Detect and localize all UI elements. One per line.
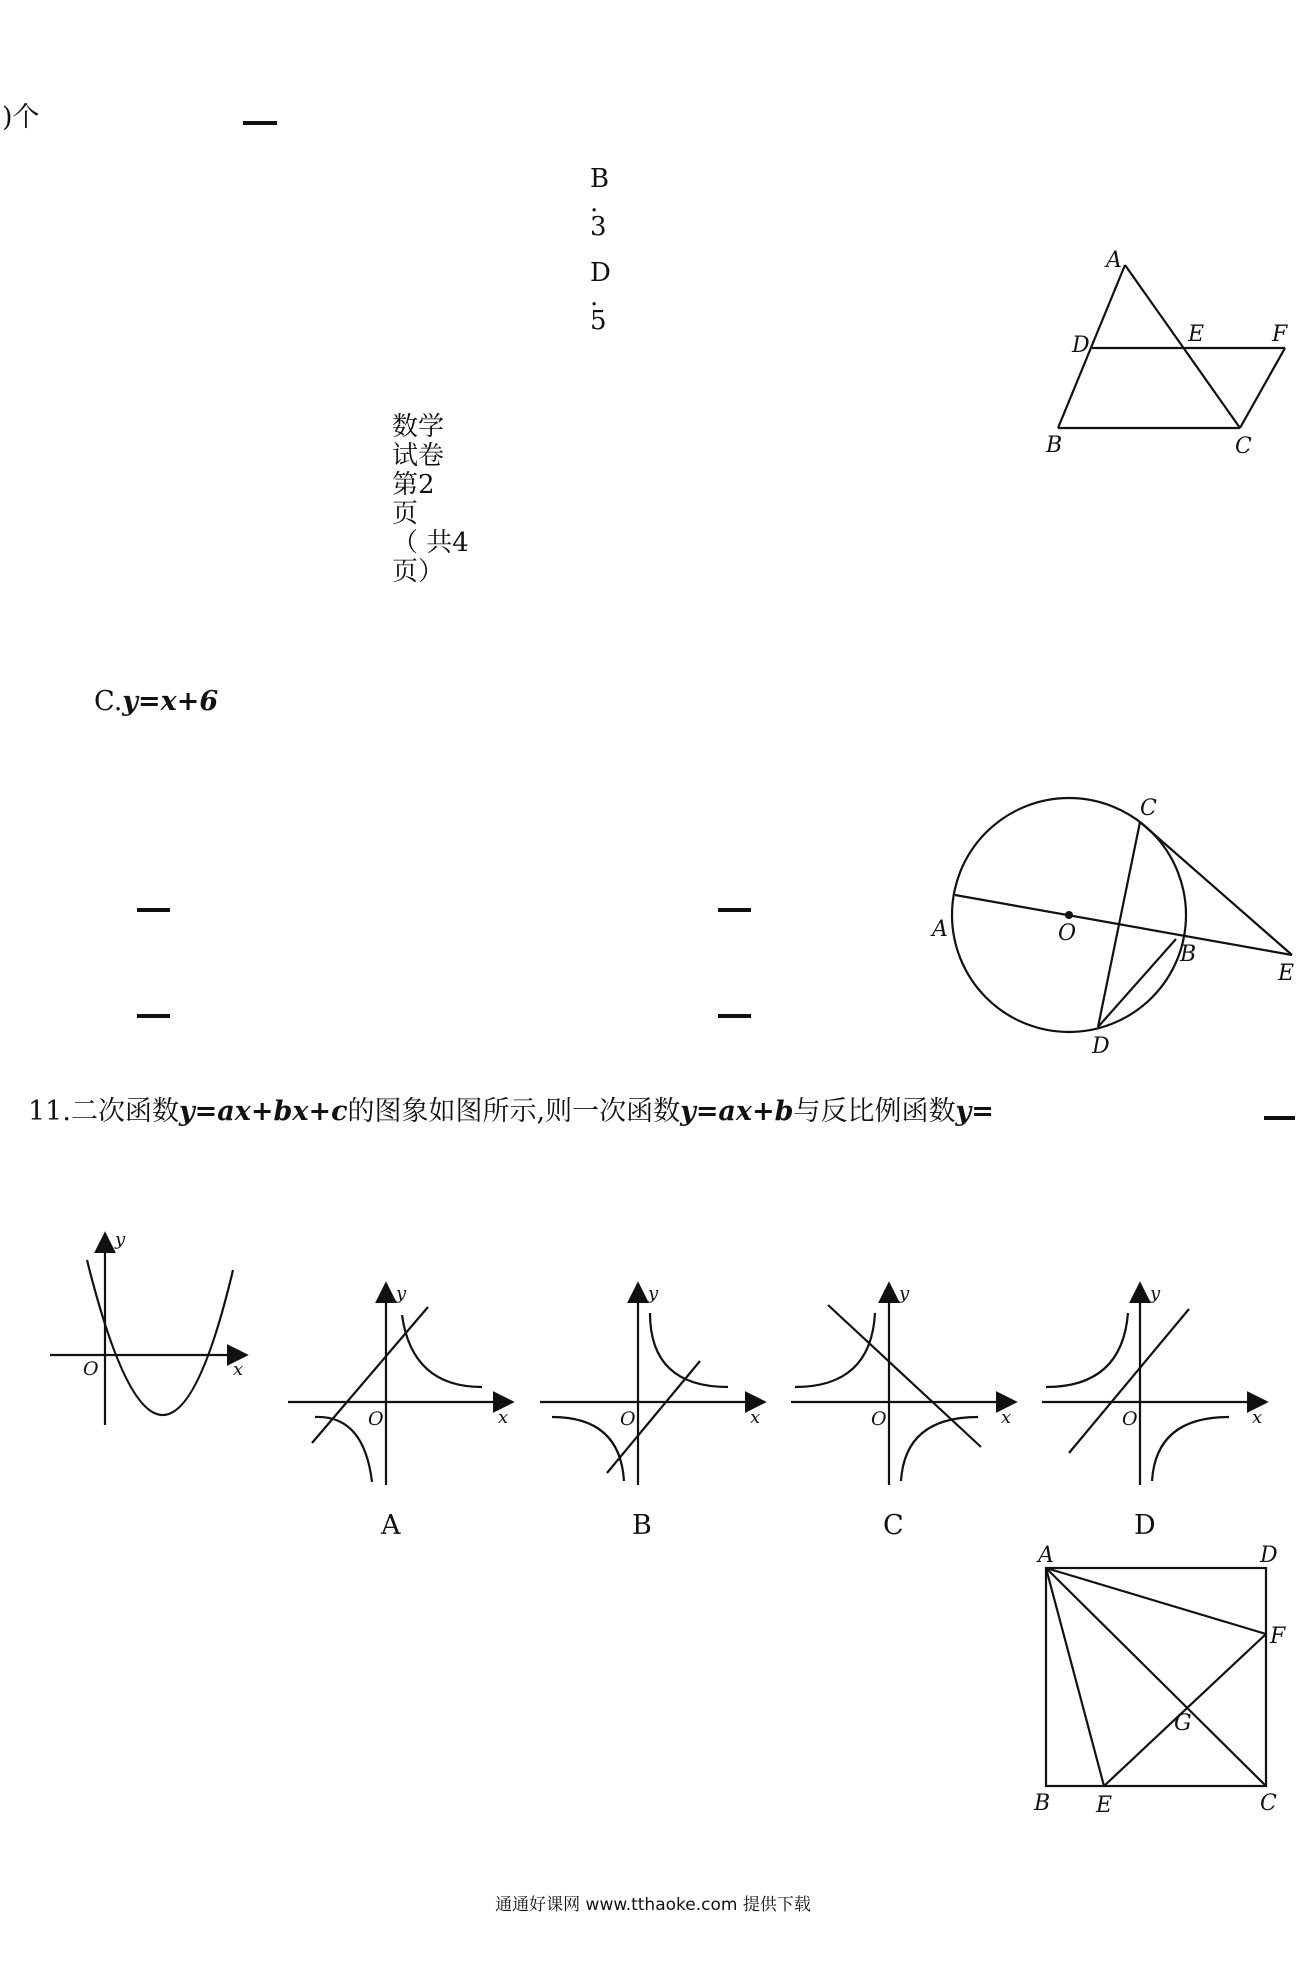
option-value-5: 5 xyxy=(590,306,607,336)
axis-label-y: y xyxy=(648,1283,659,1304)
point-label-c: C xyxy=(1235,434,1252,459)
point-label-d: D xyxy=(1072,333,1090,358)
origin-label: O xyxy=(620,1408,636,1430)
point-label-a: A xyxy=(1106,248,1122,273)
fraction-bar xyxy=(243,121,277,125)
point-label-c: C xyxy=(1140,796,1157,821)
point-label-e: E xyxy=(1096,1793,1113,1818)
q11-expr-inverse: y= xyxy=(955,1096,994,1127)
axis-label-x: x xyxy=(1001,1407,1012,1428)
option-caption-a: A xyxy=(381,1510,401,1541)
point-label-a: A xyxy=(1038,1543,1054,1568)
option-graph-c xyxy=(783,1275,1023,1541)
page-label-line: 第2 xyxy=(392,470,435,500)
point-label-b: B xyxy=(1180,942,1197,967)
option-caption-c: C xyxy=(883,1510,904,1541)
axis-label-x: x xyxy=(1252,1407,1263,1428)
page-label xyxy=(392,413,469,587)
point-label-d: D xyxy=(1260,1543,1278,1568)
option-c xyxy=(94,688,218,715)
q11-expr-quadratic: y=ax+bx+c xyxy=(178,1096,348,1127)
fraction-bar xyxy=(137,908,170,912)
point-label-e: E xyxy=(1188,322,1205,347)
page-label-line: 数学 xyxy=(392,412,445,442)
footer-note: 通通好课网 www.tthaoke.com 提供下载 xyxy=(495,1895,811,1915)
point-label-g: G xyxy=(1174,1711,1192,1736)
fraction-bar xyxy=(718,1014,751,1018)
option-caption-b: B xyxy=(632,1510,652,1541)
axis-label-y: y xyxy=(115,1229,126,1250)
point-label-e: E xyxy=(1278,961,1295,986)
option-c-expr: y=x+6 xyxy=(122,686,219,717)
q11-mid1: 的图象如图所示,则一次函数 xyxy=(347,1096,681,1127)
origin-label: O xyxy=(83,1358,99,1380)
axis-label-x: x xyxy=(750,1407,761,1428)
square-figure xyxy=(1030,1540,1290,1818)
option-graph-b xyxy=(532,1275,772,1541)
axis-label-y: y xyxy=(1150,1283,1161,1304)
point-label-c: C xyxy=(1260,1791,1277,1816)
fraction-bar xyxy=(1264,1116,1295,1120)
point-label-f: F xyxy=(1272,322,1288,347)
q11-prefix: 11.二次函数 xyxy=(28,1096,179,1127)
page-label-line: （ 共4 xyxy=(392,528,469,558)
option-letter-d: D xyxy=(590,258,611,288)
option-dot: . xyxy=(590,188,599,218)
origin-label: O xyxy=(368,1408,384,1430)
point-label-o: O xyxy=(1058,921,1077,946)
option-value-3: 3 xyxy=(590,212,607,242)
point-label-b: B xyxy=(1046,433,1063,458)
origin-label: O xyxy=(1122,1408,1138,1430)
q11-mid2: 与反比例函数 xyxy=(793,1096,956,1127)
option-graph-d xyxy=(1034,1275,1274,1541)
page-label-line: 页） xyxy=(392,557,445,587)
option-dot: . xyxy=(590,282,599,312)
axis-label-x: x xyxy=(498,1407,509,1428)
option-letter-b: B xyxy=(590,164,610,194)
option-caption-d: D xyxy=(1134,1510,1156,1541)
fraction-bar xyxy=(137,1014,170,1018)
axis-label-y: y xyxy=(396,1283,407,1304)
origin-label: O xyxy=(871,1408,887,1430)
axis-label-x: x xyxy=(233,1359,244,1380)
circle-figure xyxy=(930,795,1306,1065)
q11-expr-linear: y=ax+b xyxy=(680,1096,794,1127)
page-label-line: 页 xyxy=(392,499,419,529)
page-label-line: 试卷 xyxy=(392,441,445,471)
option-graph-a xyxy=(280,1275,520,1541)
option-c-prefix: C. xyxy=(94,686,123,717)
point-label-a: A xyxy=(932,917,948,942)
question-11 xyxy=(28,1098,994,1125)
triangle-figure xyxy=(1040,240,1300,470)
axis-label-y: y xyxy=(899,1283,910,1304)
parabola-graph xyxy=(45,1225,265,1435)
fraction-bar xyxy=(718,908,751,912)
point-label-b: B xyxy=(1034,1791,1051,1816)
center-point xyxy=(1065,911,1073,919)
point-label-d: D xyxy=(1092,1034,1110,1059)
top-fragment: )个 xyxy=(2,102,40,133)
point-label-f: F xyxy=(1270,1624,1286,1649)
options-stack xyxy=(590,165,611,335)
